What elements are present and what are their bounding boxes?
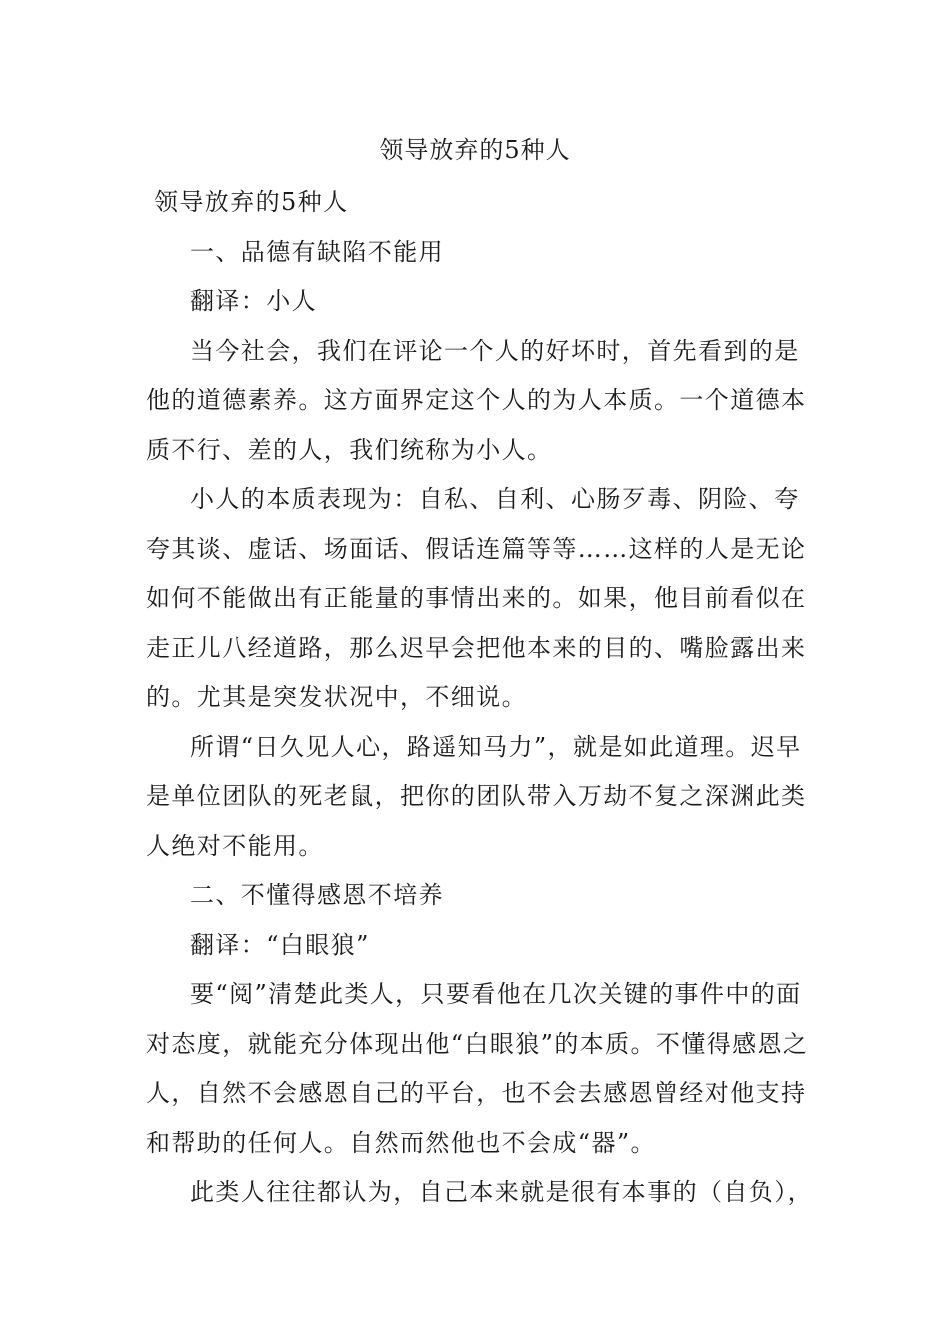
body-paragraph: 要“阅”清楚此类人，只要看他在几次关键的事件中的面对态度，就能充分体现出他“白眼狼”的本质。不懂得感恩之人，自然不会感恩自己的平台，也不会去感恩曾经对他支持和帮助的任何人。自然而然他也不会成“器”。 <box>146 980 809 1157</box>
body-paragraph: 所谓“日久见人心，路遥知马力”，就是如此道理。迟早是单位团队的死老鼠，把你的团队带入万劫不复之深渊此类人绝对不能用。 <box>146 732 807 860</box>
document-title: 领导放弃的5种人 <box>379 136 571 164</box>
translation-line-1: 翻译：小人 <box>190 287 317 315</box>
translation-line-2: 翻译：“白眼狼” <box>190 930 370 959</box>
section-heading-1: 一、品德有缺陷不能用 <box>190 237 444 266</box>
body-paragraph: 当今社会，我们在评论一个人的好坏时，首先看到的是他的道德素养。这方面界定这个人的为人本质。一个道德本质不行、差的人，我们统称为小人。 <box>146 336 807 464</box>
body-paragraph: 此类人往往都认为，自己本来就是很有本事的（自负）， <box>190 1178 813 1206</box>
document-body <box>146 178 814 1218</box>
body-paragraph: 小人的本质表现为：自私、自利、心肠歹毒、阴险、夸夸其谈、虚话、场面话、假话连篇等等……这样的人是无论如何不能做出有正能量的事情出来的。如果，他目前看似在走正儿八经道路，那么迟早会把他本来的目的、嘴脸露出来的。尤其是突发状况中，不细说。 <box>146 485 807 711</box>
subtitle-paragraph: 领导放弃的5种人 <box>154 188 349 216</box>
section-heading-2: 二、不懂得感恩不培养 <box>190 881 444 909</box>
